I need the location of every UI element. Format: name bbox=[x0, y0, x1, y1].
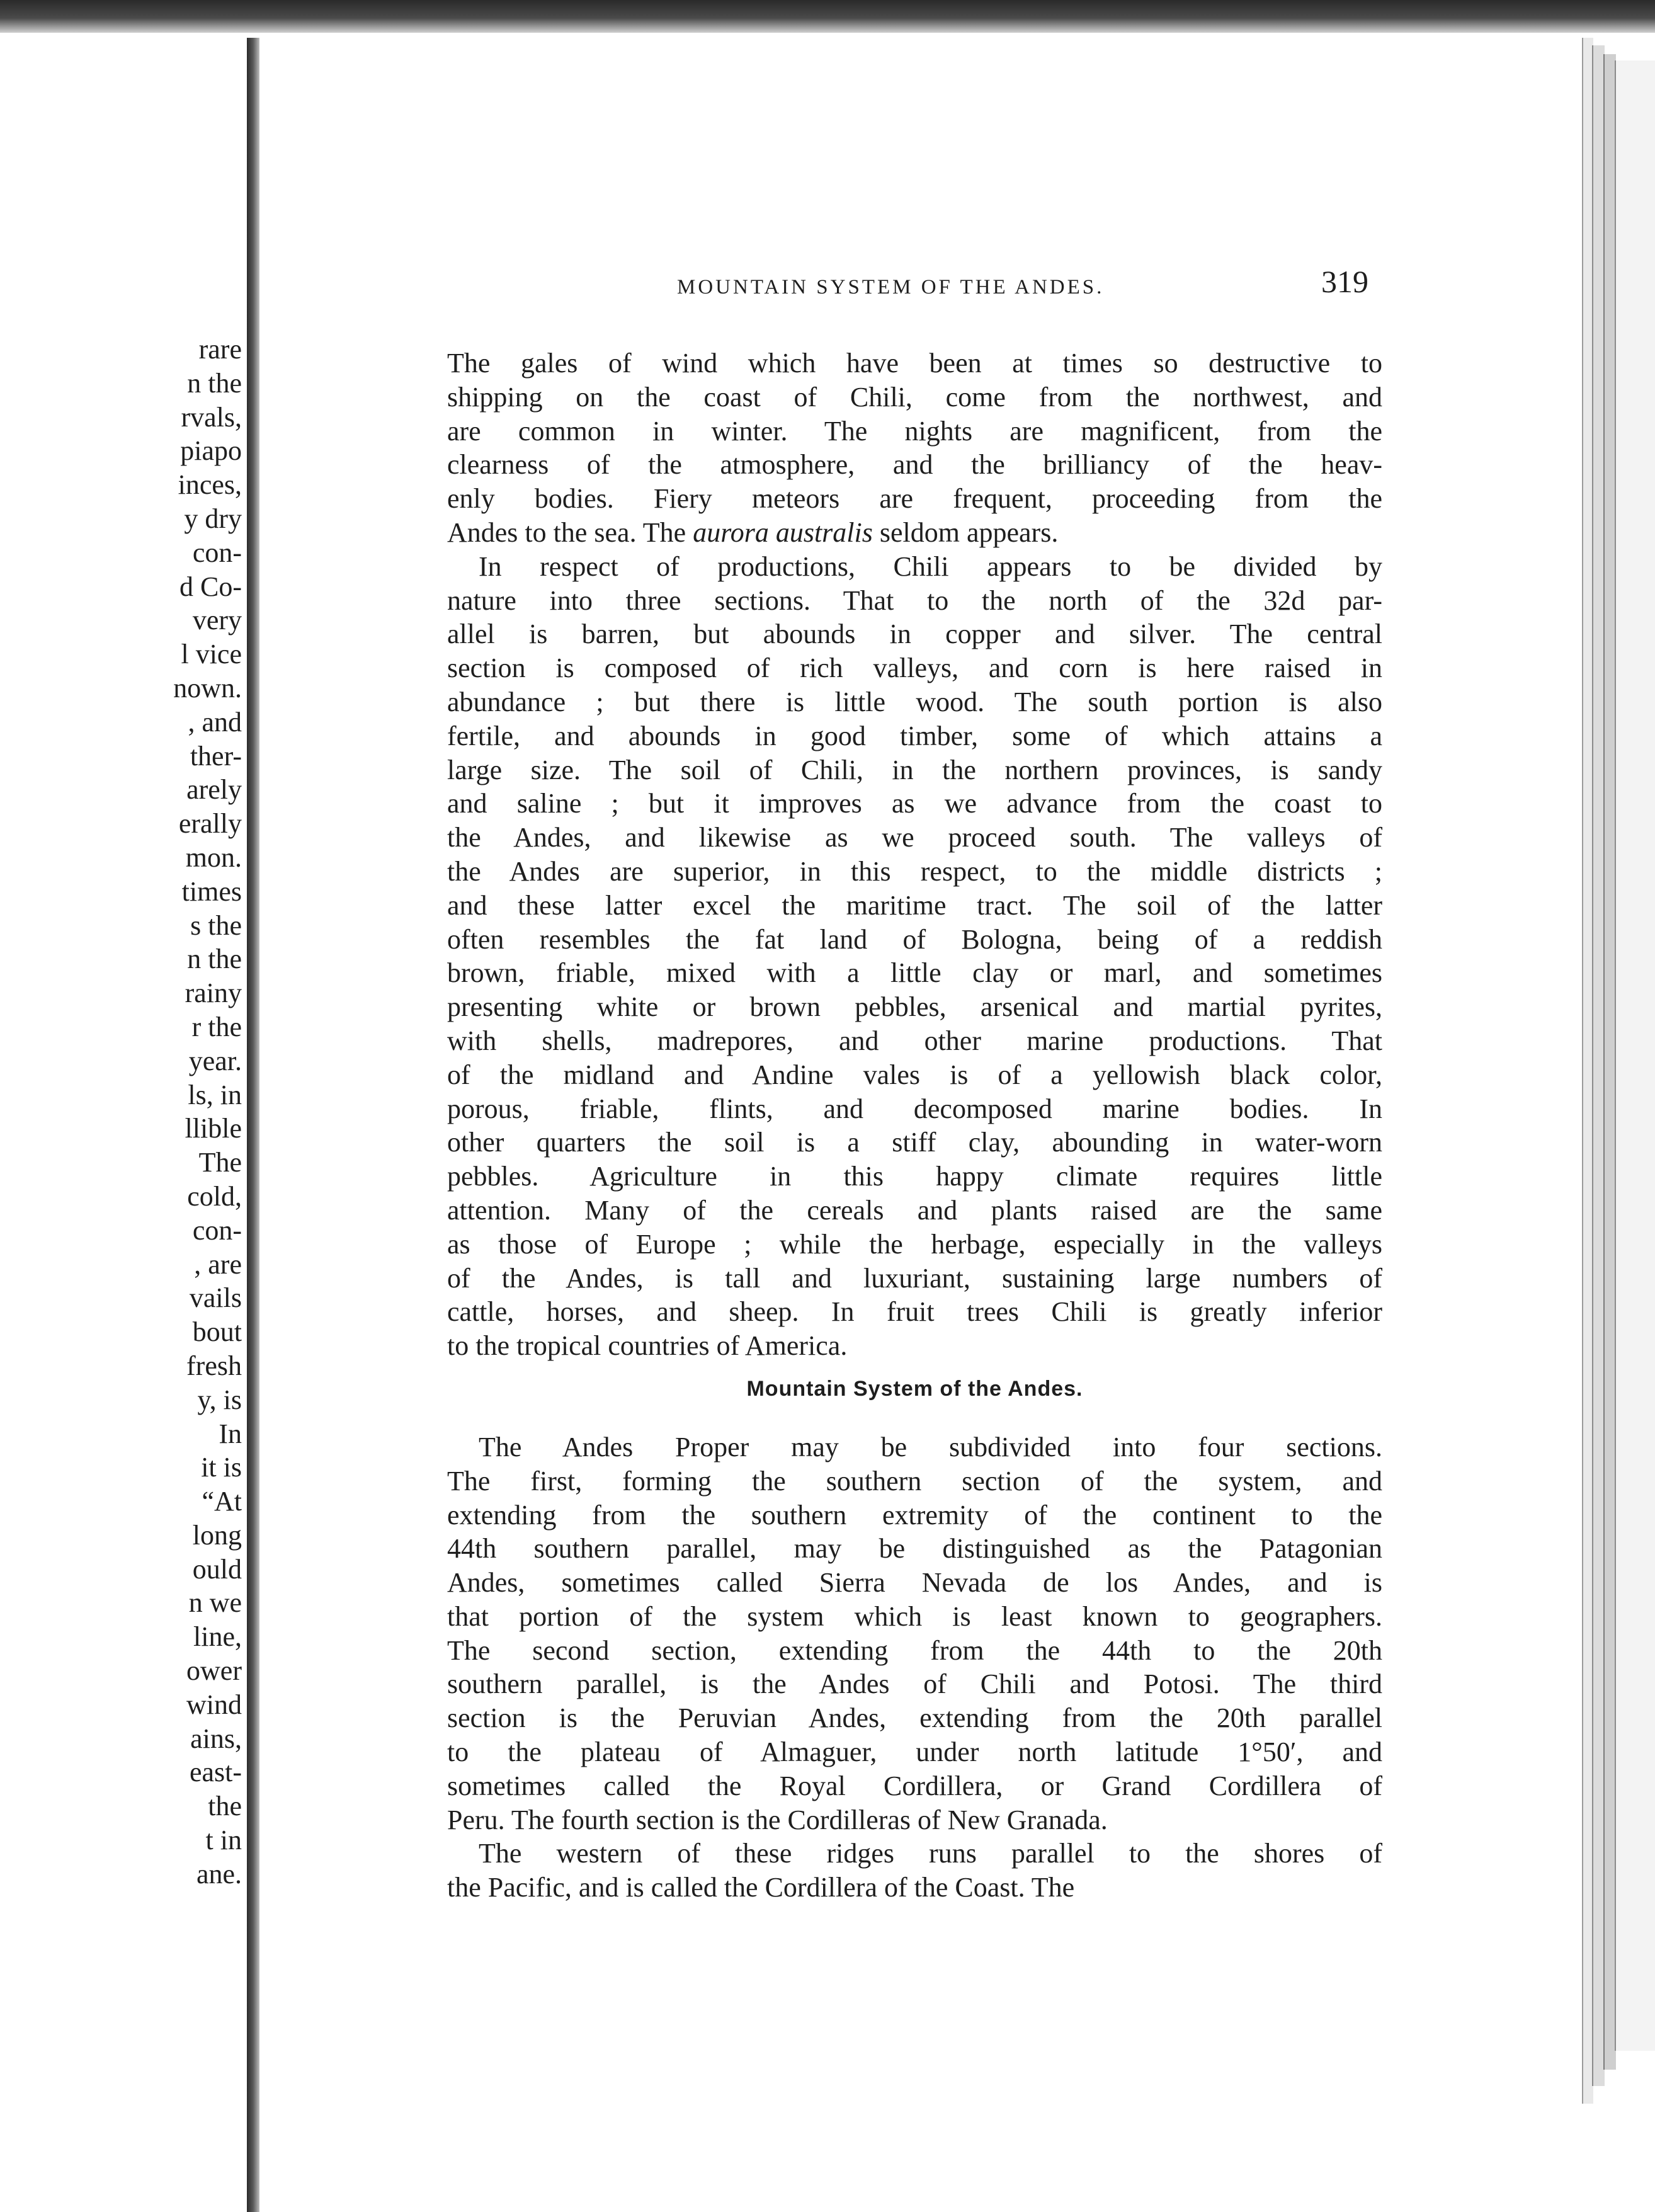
left-page-fragment: cold, bbox=[187, 1180, 242, 1212]
text-line: The western of these ridges runs parallel to the shores of bbox=[479, 1838, 1382, 1869]
left-page-fragment: y dry bbox=[184, 503, 242, 534]
left-page-fragment: n the bbox=[187, 367, 242, 399]
text-line: shipping on the coast of Chili, come from the northwest, and bbox=[447, 381, 1382, 413]
left-page-fragment: wind bbox=[186, 1689, 242, 1720]
section-heading: Mountain System of the Andes. bbox=[746, 1376, 1083, 1401]
left-page-fragment: ls, in bbox=[188, 1079, 242, 1110]
text-line: the Andes are superior, in this respect, to the middle districts ; bbox=[447, 855, 1382, 887]
left-page-fragment: n we bbox=[188, 1587, 242, 1619]
left-page-fragment: llible bbox=[185, 1113, 242, 1144]
left-page-fragment: y, is bbox=[197, 1384, 242, 1415]
text-line: abundance ; but there is little wood. The south portion is also bbox=[447, 686, 1382, 717]
text-line: In respect of productions, Chili appears to be divided by bbox=[479, 550, 1382, 582]
scan-top-edge bbox=[0, 0, 1655, 33]
left-page-fragment: , are bbox=[194, 1248, 242, 1280]
paragraph-gales-of-wind bbox=[447, 346, 1382, 550]
left-page-fragment: “At bbox=[202, 1486, 242, 1517]
left-page-fragment: vails bbox=[189, 1282, 242, 1314]
text-line: of the Andes, is tall and luxuriant, sustaining large numbers of bbox=[447, 1262, 1382, 1294]
left-page-fragment: ains, bbox=[190, 1723, 242, 1754]
left-page-fragment: t in bbox=[205, 1825, 242, 1856]
left-page-fragment: inces, bbox=[178, 469, 242, 501]
running-head: MOUNTAIN SYSTEM OF THE ANDES. bbox=[677, 276, 1105, 299]
page-edge bbox=[1615, 60, 1655, 2051]
text-line: pebbles. Agriculture in this happy climate requires little bbox=[447, 1161, 1382, 1192]
paragraph-western-ridges bbox=[447, 1837, 1382, 1905]
paragraph-productions bbox=[447, 550, 1382, 1363]
left-page-fragment: long bbox=[192, 1519, 242, 1551]
text-line: and these latter excel the maritime tract. The soil of the latter bbox=[447, 889, 1382, 921]
text-line: are common in winter. The nights are magnificent, from the bbox=[447, 415, 1382, 447]
left-page-fragment: s the bbox=[190, 909, 242, 941]
left-page-fragment: nown. bbox=[173, 672, 242, 704]
text-line: fertile, and abounds in good timber, some of which attains a bbox=[447, 720, 1382, 751]
text-line: brown, friable, mixed with a little clay or marl, and sometimes bbox=[447, 957, 1382, 989]
text-line: clearness of the atmosphere, and the brilliancy of the heav- bbox=[447, 449, 1382, 481]
left-page-fragment: east- bbox=[189, 1757, 242, 1788]
left-page-fragment: piapo bbox=[180, 435, 242, 467]
text-line: to the plateau of Almaguer, under north latitude 1°50′, and bbox=[447, 1736, 1382, 1768]
left-page-fragment: In bbox=[219, 1418, 242, 1449]
text-run: Andes to the sea. The bbox=[447, 516, 693, 548]
text-line: Peru. The fourth section is the Cordilleras of New Granada. bbox=[447, 1804, 1108, 1835]
text-line bbox=[447, 516, 1382, 550]
left-page-fragment: con- bbox=[192, 1214, 242, 1246]
text-line: The Andes Proper may be subdivided into four sections. bbox=[479, 1431, 1382, 1462]
left-page-fragment: con- bbox=[192, 537, 242, 568]
left-page-fragment: n the bbox=[187, 944, 242, 975]
left-page-fragment: bout bbox=[192, 1316, 242, 1348]
text-line: attention. Many of the cereals and plants raised are the same bbox=[447, 1194, 1382, 1226]
text-line: enly bodies. Fiery meteors are frequent, proceeding from the bbox=[447, 483, 1382, 515]
left-page-fragment: very bbox=[192, 605, 242, 636]
text-line: often resembles the fat land of Bologna, being of a reddish bbox=[447, 923, 1382, 955]
left-page-fragment: times bbox=[181, 875, 242, 907]
text-line: with shells, madrepores, and other marine productions. That bbox=[447, 1025, 1382, 1056]
text-line: that portion of the system which is least known to geographers. bbox=[447, 1600, 1382, 1632]
text-line: The second section, extending from the 44th to the 20th bbox=[447, 1634, 1382, 1666]
text-line: of the midland and Andine vales is of a yellowish black color, bbox=[447, 1059, 1382, 1090]
text-line: allel is barren, but abounds in copper and silver. The central bbox=[447, 619, 1382, 650]
text-line: 44th southern parallel, may be distinguished as the Patagonian bbox=[447, 1533, 1382, 1565]
text-line: southern parallel, is the Andes of Chili and Potosi. The third bbox=[447, 1668, 1382, 1700]
text-line: The gales of wind which have been at times so destructive to bbox=[447, 348, 1382, 379]
left-page-fragment: ane. bbox=[196, 1858, 242, 1890]
left-page-fragment: the bbox=[208, 1791, 242, 1822]
italic-term: aurora australis bbox=[693, 516, 873, 548]
text-line: the Andes, and likewise as we proceed south. The valleys of bbox=[447, 822, 1382, 853]
text-line: to the tropical countries of America. bbox=[447, 1330, 848, 1362]
page-edge bbox=[1603, 54, 1616, 2070]
left-page-fragment: rvals, bbox=[181, 401, 242, 433]
text-line: section is composed of rich valleys, and corn is here raised in bbox=[447, 653, 1382, 684]
text-line: the Pacific, and is called the Cordillera of the Coast. The bbox=[447, 1872, 1075, 1903]
book-gutter bbox=[247, 38, 259, 2212]
text-line: section is the Peruvian Andes, extending from the 20th parallel bbox=[447, 1702, 1382, 1734]
left-page-fragment: year. bbox=[188, 1045, 242, 1076]
page-number: 319 bbox=[1321, 264, 1368, 299]
left-page-fragment: rare bbox=[198, 334, 242, 365]
left-page-fragment: r the bbox=[191, 1011, 242, 1042]
left-page-fragment: arely bbox=[186, 774, 242, 806]
text-line: nature into three sections. That to the north of the 32d par- bbox=[447, 584, 1382, 616]
left-page-fragment: ould bbox=[192, 1553, 242, 1585]
left-facing-page bbox=[0, 33, 247, 2212]
text-line: and saline ; but it improves as we advance from the coast to bbox=[447, 788, 1382, 819]
left-page-fragment: , and bbox=[188, 706, 242, 738]
left-page-fragment: ower bbox=[186, 1655, 242, 1687]
page-edge bbox=[1592, 45, 1605, 2086]
text-line: sometimes called the Royal Cordillera, or Grand Cordillera of bbox=[447, 1770, 1382, 1801]
text-line: large size. The soil of Chili, in the northern provinces, is sandy bbox=[447, 754, 1382, 785]
left-page-fragment: d Co- bbox=[179, 571, 242, 602]
text-run: seldom appears. bbox=[872, 516, 1059, 548]
text-line: presenting white or brown pebbles, arsenical and martial pyrites, bbox=[447, 991, 1382, 1023]
text-line: as those of Europe ; while the herbage, especially in the valleys bbox=[447, 1228, 1382, 1260]
left-page-fragment: mon. bbox=[185, 841, 242, 873]
left-page-fragment: fresh bbox=[186, 1350, 242, 1381]
left-page-line-fragments bbox=[173, 333, 242, 1891]
text-line: Andes, sometimes called Sierra Nevada de los Andes, and is bbox=[447, 1567, 1382, 1599]
left-page-fragment: The bbox=[198, 1147, 242, 1178]
left-page-fragment: rainy bbox=[185, 978, 242, 1009]
left-page-fragment: erally bbox=[178, 808, 242, 840]
text-line: cattle, horses, and sheep. In fruit trees Chili is greatly inferior bbox=[447, 1296, 1382, 1328]
left-page-fragment: ther- bbox=[190, 740, 242, 772]
text-line: The first, forming the southern section of the system, and bbox=[447, 1465, 1382, 1497]
left-page-fragment: it is bbox=[201, 1452, 242, 1483]
text-line: extending from the southern extremity of the continent to the bbox=[447, 1499, 1382, 1531]
left-page-fragment: line, bbox=[193, 1621, 242, 1653]
body-text bbox=[447, 346, 1382, 1905]
text-line: other quarters the soil is a stiff clay, abounding in water-worn bbox=[447, 1127, 1382, 1158]
text-line: porous, friable, flints, and decomposed marine bodies. In bbox=[447, 1093, 1382, 1124]
section-heading-block bbox=[447, 1363, 1382, 1430]
paragraph-andes-proper bbox=[447, 1430, 1382, 1837]
left-page-fragment: l vice bbox=[181, 639, 242, 670]
